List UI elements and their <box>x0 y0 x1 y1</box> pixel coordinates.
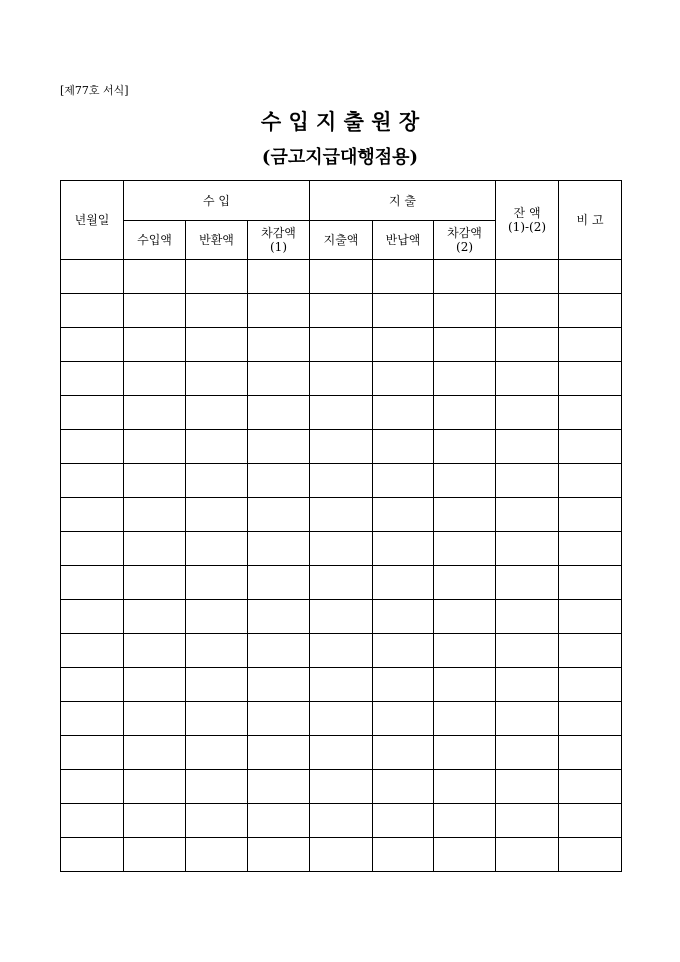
table-cell[interactable] <box>559 498 622 532</box>
table-cell[interactable] <box>186 328 248 362</box>
table-cell[interactable] <box>496 430 559 464</box>
table-cell[interactable] <box>434 328 496 362</box>
table-cell[interactable] <box>186 498 248 532</box>
table-cell[interactable] <box>496 634 559 668</box>
header-income-diff <box>248 221 310 260</box>
table-cell[interactable] <box>310 634 373 668</box>
table-cell[interactable] <box>310 668 373 702</box>
table-cell[interactable] <box>434 668 496 702</box>
table-cell[interactable] <box>124 362 186 396</box>
table-cell[interactable] <box>434 362 496 396</box>
header-expense-group: 지 출 <box>310 181 496 221</box>
header-expense-diff <box>434 221 496 260</box>
table-cell[interactable] <box>310 702 373 736</box>
header-income-amount: 수입액 <box>124 221 186 260</box>
table-cell[interactable] <box>310 294 373 328</box>
table-cell[interactable] <box>559 328 622 362</box>
header-balance-label: 잔 액 <box>513 206 541 220</box>
table-cell[interactable] <box>496 566 559 600</box>
table-cell[interactable] <box>248 804 310 838</box>
table-cell[interactable] <box>559 804 622 838</box>
table-row <box>61 362 622 396</box>
table-cell[interactable] <box>434 396 496 430</box>
table-cell[interactable] <box>61 464 124 498</box>
header-expense-diff-index: (2) <box>456 240 474 254</box>
table-cell[interactable] <box>496 294 559 328</box>
table-cell[interactable] <box>559 260 622 294</box>
table-cell[interactable] <box>434 804 496 838</box>
table-cell[interactable] <box>434 838 496 872</box>
table-cell[interactable] <box>186 736 248 770</box>
table-row <box>61 702 622 736</box>
table-cell[interactable] <box>373 498 434 532</box>
table-cell[interactable] <box>61 328 124 362</box>
table-cell[interactable] <box>434 532 496 566</box>
table-cell[interactable] <box>124 464 186 498</box>
header-income-diff-label: 차감액 <box>261 226 296 240</box>
header-balance <box>496 181 559 260</box>
table-cell[interactable] <box>373 804 434 838</box>
table-cell[interactable] <box>310 396 373 430</box>
table-cell[interactable] <box>248 736 310 770</box>
table-cell[interactable] <box>559 600 622 634</box>
table-cell[interactable] <box>61 634 124 668</box>
table-cell[interactable] <box>310 600 373 634</box>
table-cell[interactable] <box>373 770 434 804</box>
table-cell[interactable] <box>248 566 310 600</box>
table-cell[interactable] <box>373 566 434 600</box>
table-cell[interactable] <box>310 566 373 600</box>
table-cell[interactable] <box>434 464 496 498</box>
table-cell[interactable] <box>124 328 186 362</box>
table-cell[interactable] <box>559 668 622 702</box>
table-cell[interactable] <box>248 430 310 464</box>
table-cell[interactable] <box>434 736 496 770</box>
table-cell[interactable] <box>310 362 373 396</box>
table-row <box>61 532 622 566</box>
table-row <box>61 668 622 702</box>
table-row <box>61 600 622 634</box>
table-cell[interactable] <box>186 396 248 430</box>
table-cell[interactable] <box>373 396 434 430</box>
table-cell[interactable] <box>496 702 559 736</box>
table-row <box>61 396 622 430</box>
table-cell[interactable] <box>310 770 373 804</box>
table-cell[interactable] <box>559 838 622 872</box>
table-cell[interactable] <box>373 532 434 566</box>
table-cell[interactable] <box>373 838 434 872</box>
table-cell[interactable] <box>559 634 622 668</box>
ledger-table <box>60 180 622 872</box>
table-cell[interactable] <box>559 430 622 464</box>
table-cell[interactable] <box>496 668 559 702</box>
table-row <box>61 770 622 804</box>
table-cell[interactable] <box>373 668 434 702</box>
table-cell[interactable] <box>496 498 559 532</box>
table-row <box>61 634 622 668</box>
table-cell[interactable] <box>124 838 186 872</box>
table-cell[interactable] <box>186 260 248 294</box>
table-cell[interactable] <box>373 736 434 770</box>
table-cell[interactable] <box>61 430 124 464</box>
table-cell[interactable] <box>434 770 496 804</box>
table-cell[interactable] <box>61 702 124 736</box>
table-cell[interactable] <box>496 804 559 838</box>
table-cell[interactable] <box>248 498 310 532</box>
table-cell[interactable] <box>496 532 559 566</box>
table-cell[interactable] <box>186 770 248 804</box>
table-cell[interactable] <box>186 668 248 702</box>
table-cell[interactable] <box>186 804 248 838</box>
table-cell[interactable] <box>61 668 124 702</box>
table-cell[interactable] <box>61 532 124 566</box>
header-income-group: 수 입 <box>124 181 310 221</box>
table-cell[interactable] <box>248 634 310 668</box>
table-cell[interactable] <box>248 328 310 362</box>
table-cell[interactable] <box>496 736 559 770</box>
table-cell[interactable] <box>496 770 559 804</box>
table-cell[interactable] <box>61 294 124 328</box>
table-cell[interactable] <box>61 498 124 532</box>
header-income-refund: 반환액 <box>186 221 248 260</box>
table-cell[interactable] <box>186 430 248 464</box>
table-cell[interactable] <box>124 634 186 668</box>
table-cell[interactable] <box>434 600 496 634</box>
table-cell[interactable] <box>434 702 496 736</box>
table-cell[interactable] <box>310 328 373 362</box>
table-cell[interactable] <box>434 566 496 600</box>
table-row <box>61 838 622 872</box>
page-title: 수 입 지 출 원 장 <box>260 109 420 134</box>
table-cell[interactable] <box>310 804 373 838</box>
table-cell[interactable] <box>61 838 124 872</box>
table-cell[interactable] <box>61 260 124 294</box>
table-row <box>61 260 622 294</box>
table-cell[interactable] <box>310 498 373 532</box>
header-date: 년월일 <box>61 181 124 260</box>
header-expense-diff-label: 차감액 <box>447 226 482 240</box>
table-cell[interactable] <box>61 396 124 430</box>
table-cell[interactable] <box>61 770 124 804</box>
table-cell[interactable] <box>310 260 373 294</box>
table-cell[interactable] <box>559 396 622 430</box>
header-balance-formula: (1)-(2) <box>508 220 547 234</box>
table-row <box>61 430 622 464</box>
table-cell[interactable] <box>124 736 186 770</box>
table-cell[interactable] <box>124 566 186 600</box>
table-cell[interactable] <box>186 634 248 668</box>
table-cell[interactable] <box>434 260 496 294</box>
table-cell[interactable] <box>186 566 248 600</box>
table-cell[interactable] <box>124 770 186 804</box>
table-row <box>61 566 622 600</box>
table-cell[interactable] <box>373 362 434 396</box>
table-cell[interactable] <box>559 464 622 498</box>
table-cell[interactable] <box>310 838 373 872</box>
page-subtitle: (금고지급대행점용) <box>261 147 419 168</box>
table-row <box>61 498 622 532</box>
table-cell[interactable] <box>434 430 496 464</box>
table-cell[interactable] <box>248 532 310 566</box>
table-cell[interactable] <box>124 396 186 430</box>
table-cell[interactable] <box>496 396 559 430</box>
table-cell[interactable] <box>186 464 248 498</box>
table-cell[interactable] <box>496 328 559 362</box>
table-row <box>61 294 622 328</box>
table-cell[interactable] <box>496 464 559 498</box>
table-cell[interactable] <box>310 532 373 566</box>
table-row <box>61 464 622 498</box>
table-cell[interactable] <box>373 702 434 736</box>
table-cell[interactable] <box>373 634 434 668</box>
table-cell[interactable] <box>248 702 310 736</box>
table-cell[interactable] <box>559 532 622 566</box>
table-cell[interactable] <box>248 770 310 804</box>
table-cell[interactable] <box>496 260 559 294</box>
table-cell[interactable] <box>61 566 124 600</box>
table-cell[interactable] <box>124 430 186 464</box>
table-cell[interactable] <box>373 600 434 634</box>
table-cell[interactable] <box>61 362 124 396</box>
table-row <box>61 328 622 362</box>
table-cell[interactable] <box>496 600 559 634</box>
table-cell[interactable] <box>373 260 434 294</box>
table-row <box>61 804 622 838</box>
table-cell[interactable] <box>124 498 186 532</box>
table-cell[interactable] <box>124 532 186 566</box>
table-cell[interactable] <box>248 668 310 702</box>
table-cell[interactable] <box>434 294 496 328</box>
table-cell[interactable] <box>186 294 248 328</box>
table-cell[interactable] <box>186 362 248 396</box>
table-cell[interactable] <box>248 362 310 396</box>
header-remarks: 비 고 <box>559 181 622 260</box>
table-cell[interactable] <box>373 430 434 464</box>
table-cell[interactable] <box>434 498 496 532</box>
header-expense-amount: 지출액 <box>310 221 373 260</box>
table-cell[interactable] <box>559 362 622 396</box>
table-cell[interactable] <box>186 702 248 736</box>
header-income-diff-index: (1) <box>270 240 287 254</box>
table-cell[interactable] <box>310 464 373 498</box>
table-cell[interactable] <box>124 804 186 838</box>
table-cell[interactable] <box>248 838 310 872</box>
table-cell[interactable] <box>248 260 310 294</box>
table-cell[interactable] <box>248 396 310 430</box>
table-cell[interactable] <box>186 532 248 566</box>
table-cell[interactable] <box>559 702 622 736</box>
table-cell[interactable] <box>61 600 124 634</box>
table-cell[interactable] <box>61 736 124 770</box>
table-cell[interactable] <box>248 600 310 634</box>
table-cell[interactable] <box>124 702 186 736</box>
table-cell[interactable] <box>186 838 248 872</box>
table-cell[interactable] <box>434 634 496 668</box>
table-row <box>61 736 622 770</box>
table-cell[interactable] <box>124 294 186 328</box>
table-cell[interactable] <box>61 804 124 838</box>
table-cell[interactable] <box>559 566 622 600</box>
table-cell[interactable] <box>373 294 434 328</box>
table-cell[interactable] <box>496 838 559 872</box>
table-cell[interactable] <box>124 260 186 294</box>
table-cell[interactable] <box>248 294 310 328</box>
table-cell[interactable] <box>310 736 373 770</box>
header-expense-return: 반납액 <box>373 221 434 260</box>
table-cell[interactable] <box>124 600 186 634</box>
table-cell[interactable] <box>124 668 186 702</box>
table-cell[interactable] <box>310 430 373 464</box>
table-cell[interactable] <box>496 362 559 396</box>
table-cell[interactable] <box>559 770 622 804</box>
table-cell[interactable] <box>559 294 622 328</box>
form-number-label: [제77호 서식] <box>60 84 129 97</box>
table-cell[interactable] <box>186 600 248 634</box>
table-cell[interactable] <box>248 464 310 498</box>
ledger-body <box>61 260 622 872</box>
table-cell[interactable] <box>373 464 434 498</box>
table-cell[interactable] <box>373 328 434 362</box>
table-cell[interactable] <box>559 736 622 770</box>
